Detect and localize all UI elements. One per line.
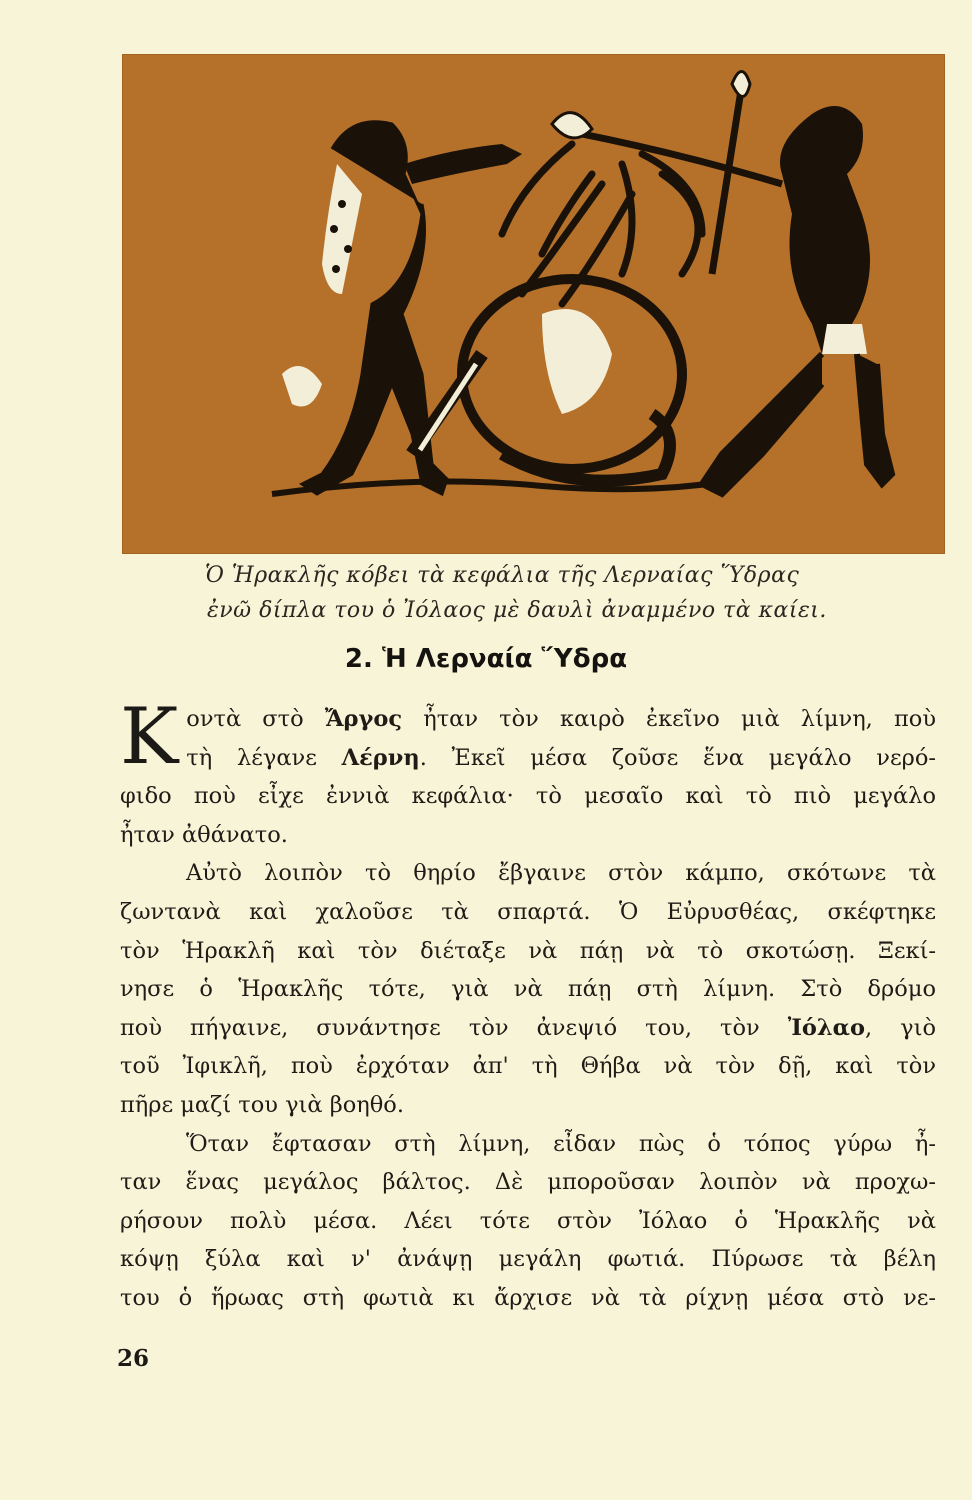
text-run: τὴ λέγανε	[186, 744, 342, 771]
name-iolaos: Ἰόλαο	[787, 1014, 865, 1041]
text-line: φιδο ποὺ εἶχε ἐννιὰ κεφάλια· τὸ μεσαῖο καὶ τὸ πιὸ μεγάλο	[120, 783, 936, 810]
text-run: , γιὸ	[864, 1014, 936, 1041]
text-line: πῆρε μαζί του γιὰ βοηθό.	[120, 1091, 405, 1118]
paragraph-1	[120, 692, 936, 854]
place-name-argos: Ἄργος	[324, 706, 403, 732]
page-number: 26	[117, 1345, 150, 1372]
paragraph-2	[120, 854, 936, 1124]
text-line: του ὁ ἥρωας στὴ φωτιὰ κι ἄρχισε νὰ τὰ ρίχνῃ μέσα στὸ νε-	[120, 1284, 936, 1311]
text-run: . Ἐκεῖ μέσα ζοῦσε ἕνα μεγάλο νερό-	[419, 744, 936, 771]
drop-cap: Κ	[120, 692, 179, 782]
hydra-scene-drawing	[122, 54, 945, 554]
text-line: κόψῃ ξύλα καὶ ν' ἀνάψῃ μεγάλη φωτιά. Πύρωσε τὰ βέλη	[120, 1246, 936, 1273]
hydra-vase-illustration	[122, 54, 945, 554]
text-line: νησε ὁ Ἡρακλῆς τότε, γιὰ νὰ πάῃ στὴ λίμνη. Στὸ δρόμο	[120, 976, 936, 1003]
text-line	[120, 739, 936, 778]
hydra-serpent	[412, 144, 702, 481]
text-line: ταν ἕνας μεγάλος βάλτος. Δὲ μποροῦσαν λοιπὸν νὰ προχω-	[120, 1169, 936, 1196]
text-line: ἦταν ἀθάνατο.	[120, 821, 288, 848]
text-line: ρήσουν πολὺ μέσα. Λέει τότε στὸν Ἰόλαο ὁ Ἡρακλῆς νὰ	[120, 1207, 936, 1234]
text-line: τὸν Ἡρακλῆ καὶ τὸν διέταξε νὰ πάῃ νὰ τὸ σκοτώσῃ. Ξεκί-	[120, 937, 936, 964]
text-line: Αὐτὸ λοιπὸν τὸ θηρίο ἔβγαινε στὸν κάμπο, σκότωνε τὰ	[186, 860, 936, 887]
illustration-caption	[205, 558, 905, 628]
text-line	[120, 700, 936, 739]
caption-line-2: ἐνῶ δίπλα του ὁ Ἰόλαος μὲ δαυλὶ ἀναμμένο τὰ καίει.	[207, 598, 827, 623]
paragraph-3	[120, 1125, 936, 1318]
text-line: Ὅταν ἔφτασαν στὴ λίμνη, εἶδαν πὼς ὁ τόπος γύρω ἦ-	[186, 1130, 936, 1157]
caption-line-1: Ὁ Ἡρακλῆς κόβει τὰ κεφάλια τῆς Λερναίας Ὕδρας	[205, 563, 800, 588]
text-line: τοῦ Ἰφικλῆ, ποὺ ἐρχόταν ἀπ' τὴ Θήβα νὰ τὸν δῇ, καὶ τὸν	[120, 1053, 936, 1080]
text-run: ἦταν τὸν καιρὸ ἐκεῖνο μιὰ λίμνη, ποὺ	[402, 706, 936, 732]
text-run: ποὺ πήγαινε, συνάντησε τὸν ἀνεψιό του, τὸν	[120, 1014, 788, 1041]
text-line	[120, 1009, 936, 1048]
body-text	[120, 692, 936, 1318]
place-name-lerna: Λέρνη	[341, 744, 420, 771]
text-line: ζωντανὰ καὶ χαλοῦσε τὰ σπαρτά. Ὁ Εὐρυσθέας, σκέφτηκε	[120, 898, 936, 925]
text-run: οντὰ στὸ	[186, 706, 325, 732]
section-heading: 2. Ἡ Λερναία Ὕδρα	[344, 644, 628, 674]
